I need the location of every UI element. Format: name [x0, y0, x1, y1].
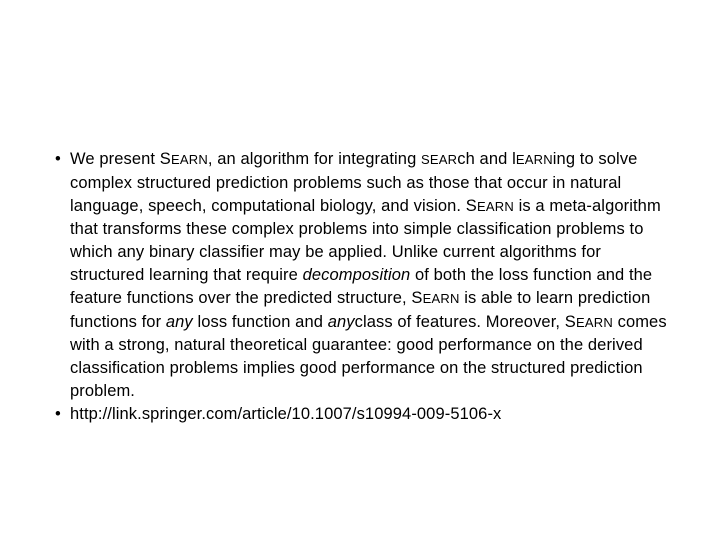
text-segment: loss function and — [192, 312, 328, 331]
text-segment: of both the loss function and the feature functions over the predicted structure, — [70, 265, 653, 307]
bullet-item-link — [55, 403, 670, 426]
searn-name: SEARN — [564, 312, 613, 331]
emphasis-any: any — [327, 312, 355, 331]
bullet-list — [55, 148, 670, 426]
bullet-icon: • — [55, 404, 61, 423]
article-link[interactable]: http://link.springer.com/article/10.1007/s10994-009-5106-x — [70, 404, 502, 423]
learn-caps: EARN — [515, 152, 553, 167]
bullet-icon: • — [55, 150, 61, 168]
searn-name: SEARN — [465, 196, 514, 215]
text-segment: is a meta-algorithm that transforms these complex problems into simple classification problems to which any binary classifier may be applied. Unlike current algorithms for structured learning that require — [70, 196, 661, 284]
text-segment: We present — [70, 150, 160, 168]
text-segment: ing to solve complex structured prediction problems such as those that occur in natural language, speech, computational biology, and vision. — [70, 150, 638, 215]
text-segment: is able to learn prediction functions for — [70, 288, 651, 331]
emphasis-any: any — [165, 312, 193, 331]
learn-first: l — [512, 150, 516, 168]
searn-name: SEARN — [411, 288, 460, 307]
emphasis-decomposition: decomposition — [302, 265, 411, 284]
searn-name: SEARN — [159, 150, 208, 168]
bullet-item-summary — [55, 148, 670, 403]
text-segment: class of features. Moreover, — [354, 312, 565, 331]
text-segment: comes with a strong, natural theoretical guarantee: good performance on the derived classification problems implies good performance on the structured prediction problem. — [70, 312, 667, 400]
search-caps: SEAR — [421, 152, 458, 167]
summary-text — [70, 150, 667, 400]
text-segment: , an algorithm for integrating — [207, 150, 422, 168]
text-segment: ch and — [457, 150, 513, 168]
